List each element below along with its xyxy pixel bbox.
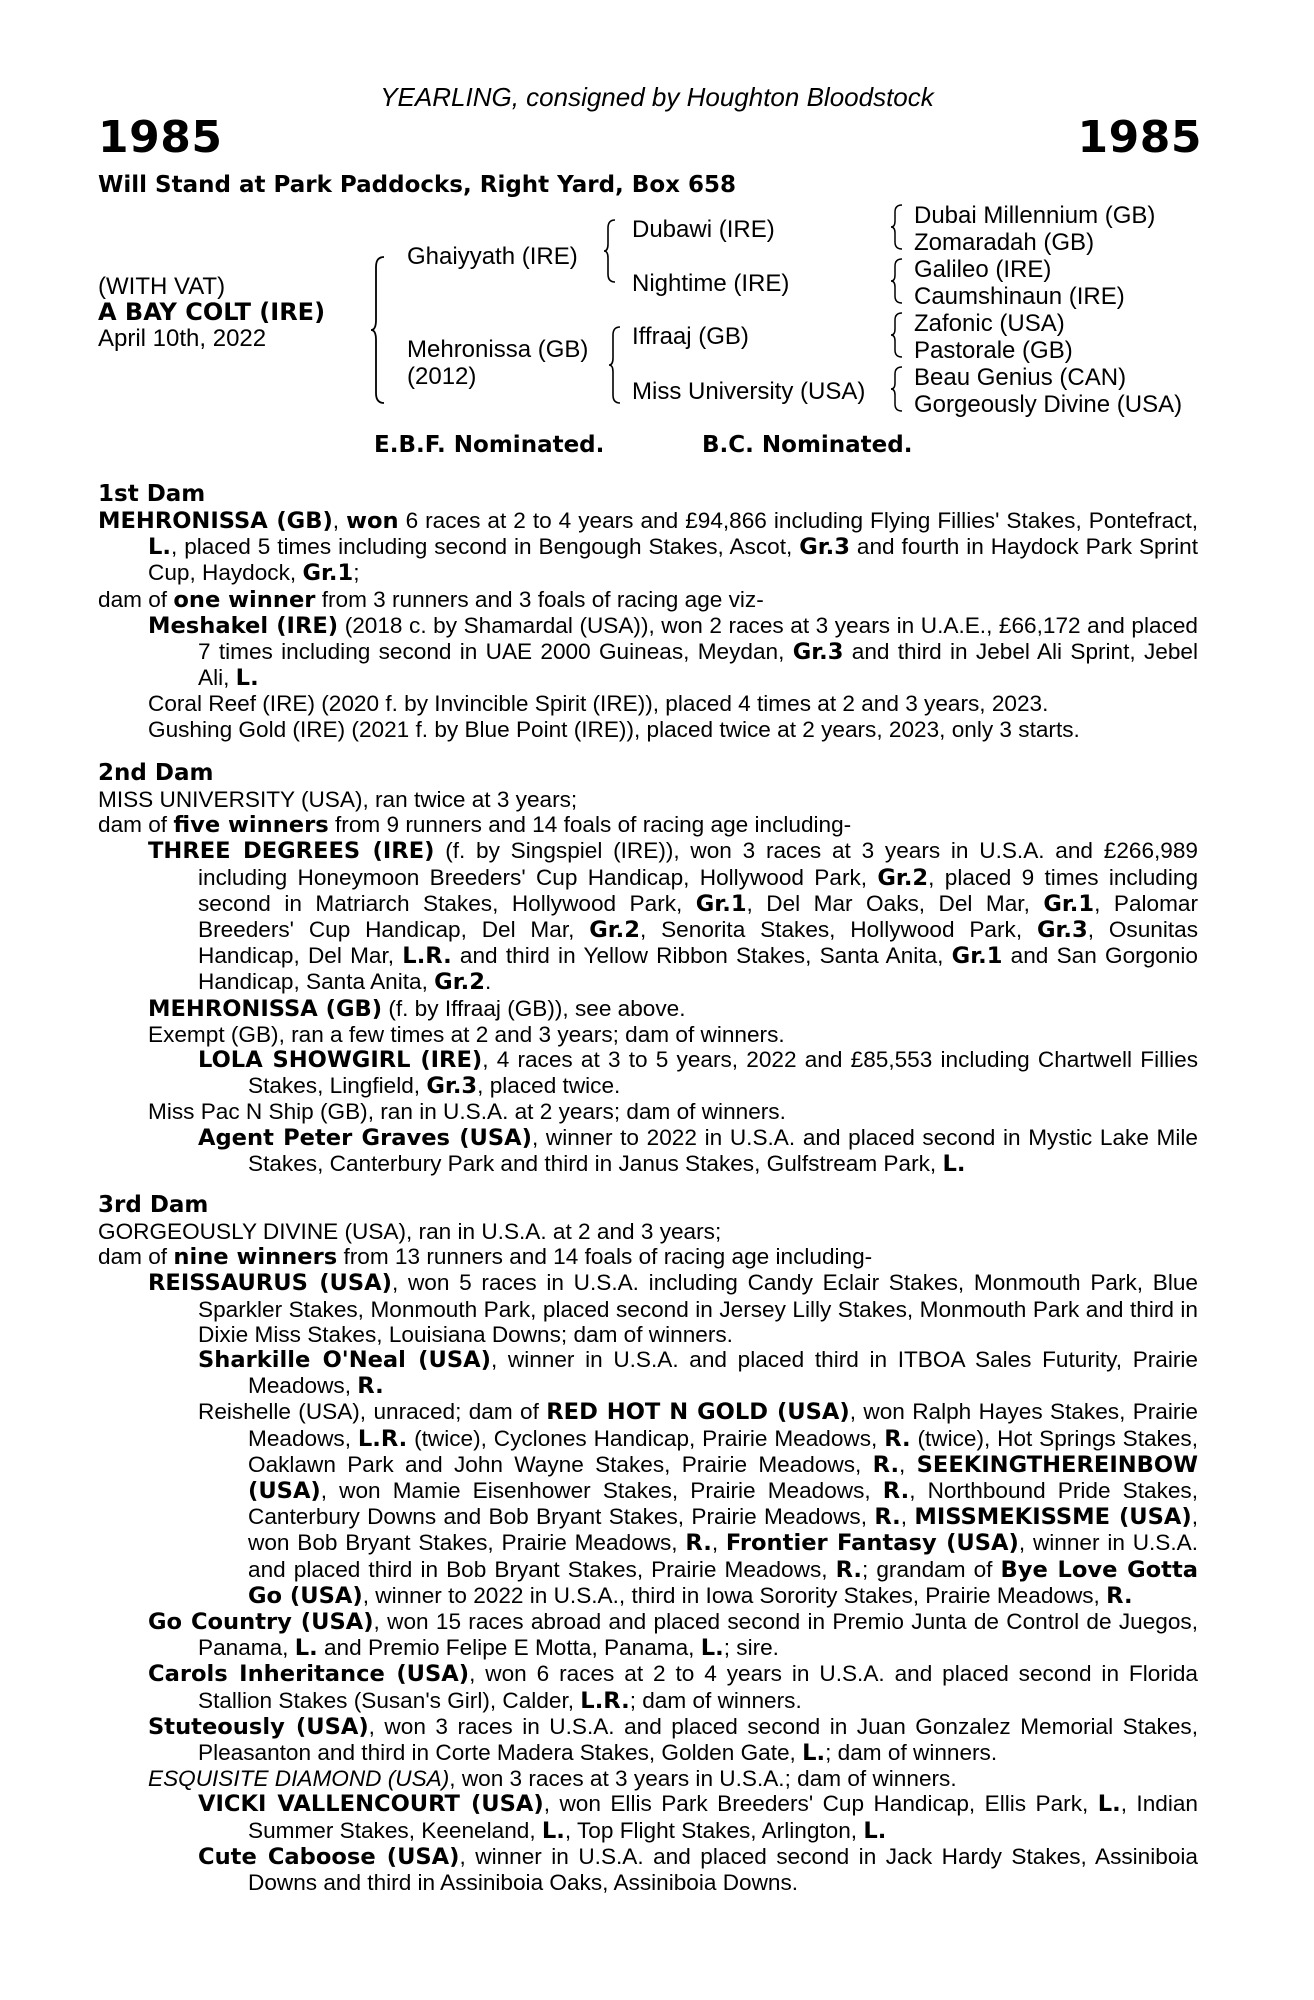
bold-run: Gr.1 <box>1043 890 1095 917</box>
pedigree-paragraph <box>98 613 1198 692</box>
bold-run: Gr.3 <box>799 534 850 561</box>
pedigree-paragraph <box>98 838 1198 995</box>
bold-run: R. <box>1106 1582 1133 1609</box>
dam-sire: Iffraaj (GB) <box>632 323 749 350</box>
ggp-2: Zomaradah (GB) <box>914 229 1095 256</box>
text-run: and fourth in Haydock Park Sprint Cup, Haydock, <box>148 534 1198 586</box>
bold-run: L. <box>541 1817 565 1844</box>
pedigree-paragraph <box>98 787 1198 812</box>
bold-run: L.R. <box>402 943 452 970</box>
bold-run: Stuteously (USA) <box>148 1713 369 1740</box>
text-run: from 3 runners and 3 foals of racing age viz- <box>315 586 764 612</box>
bold-run: SEEKINGTHEREINBOW (USA) <box>248 1451 1198 1505</box>
text-run: , won Bob Bryant Stakes, Prairie Meadows, <box>248 1504 1199 1556</box>
text-run: , won Ralph Hayes Stakes, Prairie Meadows, <box>248 1399 1198 1451</box>
dam-year: (2012) <box>407 363 477 390</box>
pedigree-bracket-sire <box>603 218 619 284</box>
pedigree-paragraph <box>98 1609 1198 1661</box>
pedigree-bracket-dam <box>608 325 624 405</box>
text-run: , <box>711 1530 726 1556</box>
stand-location: Will Stand at Park Paddocks, Right Yard, Box 658 <box>98 172 736 198</box>
text-run: , placed twice. <box>477 1073 621 1099</box>
text-run: ; <box>353 560 360 586</box>
text-run: , <box>332 508 347 533</box>
bold-run: nine winners <box>173 1244 338 1271</box>
text-run: , Palomar Breeders' Cup Handicap, Del Mar, <box>198 890 1199 943</box>
ebf-nomination: E.B.F. Nominated. <box>374 432 605 458</box>
pedigree-paragraph <box>98 691 1198 716</box>
bold-run: Gr.2 <box>877 864 929 891</box>
pedigree-paragraph <box>98 717 1198 742</box>
bold-run: Gr.1 <box>302 560 354 587</box>
text-run: , Osunitas Handicap, Del Mar, <box>198 917 1198 969</box>
pedigree-paragraph <box>98 996 1198 1022</box>
text-run: , Senorita Stakes, Hollywood Park, <box>640 917 1037 943</box>
text-run: ; dam of winners. <box>629 1687 802 1713</box>
bold-run: MEHRONISSA (GB) <box>98 508 333 534</box>
pedigree-paragraph <box>98 1219 1198 1244</box>
text-run: , won 3 races at 3 years in U.S.A.; dam of winners. <box>449 1766 957 1792</box>
pedigree-paragraph <box>98 1347 1198 1399</box>
text-run: Miss Pac N Ship (GB), ran in U.S.A. at 2 years; dam of winners. <box>148 1099 786 1125</box>
third-dam-section <box>98 1192 1198 1895</box>
first-dam-section <box>98 481 1198 742</box>
text-run: ; dam of winners. <box>825 1740 998 1766</box>
text-run: , <box>900 1504 915 1530</box>
sire-sire: Dubawi (IRE) <box>632 216 775 243</box>
bold-run: REISSAURUS (USA) <box>148 1270 392 1297</box>
text-run: , won 5 races in U.S.A. including Candy Eclair Stakes, Monmouth Park, Blue Sparkler Stakes, Monmouth Park, placed second in Jersey Lilly Stakes, Monmouth Park and third in Dixie Miss Stakes, Louisiana Downs; dam of winners. <box>198 1270 1198 1347</box>
bold-run: LOLA SHOWGIRL (IRE) <box>198 1047 483 1074</box>
bold-run: Gr.3 <box>1036 917 1088 944</box>
lot-name: A BAY COLT (IRE) <box>98 298 326 326</box>
pedigree-paragraph <box>98 1399 1198 1609</box>
bold-run: R. <box>872 1451 900 1478</box>
text-run: 6 races at 2 to 4 years and £94,866 including Flying Fillies' Stakes, Pontefract, <box>398 508 1199 533</box>
bold-run: RED HOT N GOLD (USA) <box>546 1399 850 1426</box>
consignment-line: YEARLING, consigned by Houghton Bloodstock <box>380 82 934 112</box>
pedigree-paragraph <box>98 1270 1198 1347</box>
bold-run: Gr.3 <box>792 639 844 666</box>
pedigree-paragraph <box>98 508 1198 587</box>
dam-name: Mehronissa (GB) <box>407 336 589 363</box>
first-dam-heading: 1st Dam <box>98 481 206 507</box>
text-run: , winner to 2022 in U.S.A., third in Iowa Sorority Stakes, Prairie Meadows, <box>362 1582 1107 1608</box>
third-dam-heading: 3rd Dam <box>98 1192 209 1218</box>
ggp-7: Beau Genius (CAN) <box>914 364 1127 391</box>
ggp-3: Galileo (IRE) <box>914 256 1052 283</box>
bold-run: Gr.1 <box>951 943 1003 970</box>
bold-run: Frontier Fantasy (USA) <box>725 1530 1019 1557</box>
bold-run: R. <box>874 1504 901 1531</box>
pedigree-paragraph <box>98 1791 1198 1843</box>
sire-dam: Nightime (IRE) <box>632 270 790 297</box>
pedigree-bracket-ggp-2 <box>890 257 906 305</box>
pedigree-bracket-ggp-4 <box>890 365 906 413</box>
text-run: , placed 9 times including second in Matriarch Stakes, Hollywood Park, <box>198 864 1199 916</box>
ggp-8: Gorgeously Divine (USA) <box>914 391 1183 418</box>
bold-run: L. <box>294 1635 318 1662</box>
text-run: and third in Jebel Ali Sprint, Jebel Ali, <box>198 639 1198 691</box>
text-run: from 13 runners and 14 foals of racing age including- <box>337 1244 873 1270</box>
bold-run: MEHRONISSA (GB) <box>148 995 383 1022</box>
text-run: , winner in U.S.A. and placed third in Bob Bryant Stakes, Prairie Meadows, <box>248 1530 1198 1582</box>
bold-run: Meshakel (IRE) <box>148 612 339 639</box>
pedigree-paragraph <box>98 587 1198 613</box>
text-run: , 4 races at 3 to 5 years, 2022 and £85,553 including Chartwell Fillies Stakes, Lingfield, <box>248 1047 1199 1099</box>
pedigree-paragraph <box>98 1766 1198 1791</box>
text-run: and Premio Felipe E Motta, Panama, <box>317 1635 701 1661</box>
bold-run: Carols Inheritance (USA) <box>148 1661 470 1688</box>
text-run: . <box>484 969 492 995</box>
bold-run: R. <box>685 1530 712 1557</box>
bold-run: R. <box>835 1556 862 1583</box>
bold-run: THREE DEGREES (IRE) <box>148 838 435 865</box>
text-run: ; grandam of <box>862 1556 1001 1582</box>
pedigree-paragraph <box>98 1125 1198 1177</box>
text-run: dam of <box>98 1244 174 1270</box>
text-run: dam of <box>98 812 174 838</box>
bold-run: MISSMEKISSME (USA) <box>914 1504 1192 1531</box>
pedigree-bracket-ggp-1 <box>890 203 906 251</box>
text-run: and San Gorgonio Handicap, Santa Anita, <box>198 943 1198 995</box>
bold-run: L. <box>148 534 171 561</box>
text-run: , winner in U.S.A. and placed second in Jack Hardy Stakes, Assiniboia Downs and third in Assiniboia Oaks, Assiniboia Downs. <box>248 1843 1198 1896</box>
text-run: , won Ellis Park Breeders' Cup Handicap, Ellis Park, <box>543 1791 1098 1817</box>
pedigree-bracket-1 <box>370 255 390 405</box>
third-dam-body <box>98 1219 1198 1895</box>
text-run: (twice), Hot Springs Stakes, Oaklawn Park and John Wayne Stakes, Prairie Meadows, <box>248 1425 1198 1477</box>
ggp-1: Dubai Millennium (GB) <box>914 202 1156 229</box>
text-run: GORGEOUSLY DIVINE (USA), ran in U.S.A. at 2 and 3 years; <box>98 1219 722 1244</box>
text-run: (f. by Singspiel (IRE)), won 3 races at 3 years in U.S.A. and £266,989 including Honeymoon Breeders' Cup Handicap, Hollywood Park, <box>198 838 1198 890</box>
second-dam-heading: 2nd Dam <box>98 760 214 786</box>
text-run: ; sire. <box>723 1635 779 1661</box>
text-run: Gushing Gold (IRE) (2021 f. by Blue Point (IRE)), placed twice at 2 years, 2023, only 3 starts. <box>148 716 1080 742</box>
pedigree-paragraph <box>98 1099 1198 1124</box>
text-run: MISS UNIVERSITY (USA), ran twice at 3 years; <box>98 787 578 812</box>
bold-run: R. <box>884 1425 911 1452</box>
bold-run: Go Country (USA) <box>148 1609 374 1636</box>
bold-run: L. <box>700 1635 724 1662</box>
first-dam-body <box>98 508 1198 742</box>
pedigree-paragraph <box>98 1661 1198 1713</box>
bold-run: L.R. <box>580 1687 630 1714</box>
text-run: , Indian Summer Stakes, Keeneland, <box>248 1791 1198 1843</box>
text-run: (f. by Iffraaj (GB)), see above. <box>382 995 686 1021</box>
text-run: from 9 runners and 14 foals of racing age including- <box>328 812 852 838</box>
bold-run: R. <box>357 1373 384 1400</box>
second-dam-section <box>98 760 1198 1177</box>
bold-run: VICKI VALLENCOURT (USA) <box>198 1791 544 1818</box>
text-run: , Del Mar Oaks, Del Mar, <box>746 890 1044 916</box>
ggp-4: Caumshinaun (IRE) <box>914 283 1125 310</box>
pedigree-bracket-ggp-3 <box>890 311 906 359</box>
text-run: , <box>899 1451 917 1477</box>
lot-number-right: 1985 <box>1077 112 1202 163</box>
bold-run: R. <box>882 1478 910 1505</box>
bold-run: Cute Caboose (USA) <box>198 1843 460 1870</box>
text-run: , won 3 races in U.S.A. and placed second in Juan Gonzalez Memorial Stakes, Pleasanton and third in Corte Madera Stakes, Golden Gate, <box>198 1713 1198 1766</box>
text-run: , winner in U.S.A. and placed third in ITBOA Sales Futurity, Prairie Meadows, <box>248 1347 1198 1399</box>
text-run: Coral Reef (IRE) (2020 f. by Invincible Spirit (IRE)), placed 4 times at 2 and 3 years, 2023. <box>148 691 1049 717</box>
bold-run: Gr.2 <box>434 969 485 996</box>
text-run: Reishelle (USA), unraced; dam of <box>198 1399 547 1425</box>
pedigree-paragraph <box>98 812 1198 838</box>
bold-run: one winner <box>173 586 316 613</box>
bold-run: Gr.2 <box>589 917 640 944</box>
italic-run: ESQUISITE DIAMOND (USA) <box>148 1766 450 1792</box>
pedigree-paragraph <box>98 1844 1198 1895</box>
text-run: , won 6 races at 2 to 4 years in U.S.A. and placed second in Florida Stallion Stakes (Susan's Girl), Calder, <box>198 1661 1198 1713</box>
dam-dam: Miss University (USA) <box>632 378 866 405</box>
text-run: , winner to 2022 in U.S.A. and placed second in Mystic Lake Mile Stakes, Canterbury Park and third in Janus Stakes, Gulfstream Park, <box>248 1124 1198 1176</box>
text-run: , Northbound Pride Stakes, Canterbury Downs and Bob Bryant Stakes, Prairie Meadows, <box>248 1478 1199 1530</box>
text-run: , placed 5 times including second in Bengough Stakes, Ascot, <box>170 534 800 560</box>
bold-run: Gr.1 <box>695 890 747 917</box>
text-run: , won Mamie Eisenhower Stakes, Prairie Meadows, <box>320 1478 883 1504</box>
text-run: , won 15 races abroad and placed second in Premio Junta de Control de Juegos, Panama, <box>198 1609 1198 1661</box>
bold-run: L. <box>235 665 259 692</box>
text-run: and third in Yellow Ribbon Stakes, Santa Anita, <box>451 943 952 969</box>
text-run: , Top Flight Stakes, Arlington, <box>564 1817 864 1843</box>
sire-name: Ghaiyyath (IRE) <box>407 243 578 270</box>
pedigree-paragraph <box>98 1244 1198 1270</box>
bold-run: Sharkille O'Neal (USA) <box>198 1347 491 1374</box>
second-dam-body <box>98 787 1198 1177</box>
text-run: (twice), Cyclones Handicap, Prairie Meadows, <box>407 1425 885 1451</box>
lot-number-left: 1985 <box>98 112 223 163</box>
bold-run: L. <box>942 1150 966 1177</box>
pedigree-paragraph <box>98 1714 1198 1766</box>
bold-run: Gr.3 <box>426 1073 478 1100</box>
foaling-date: April 10th, 2022 <box>98 325 267 352</box>
bold-run: L. <box>863 1817 887 1844</box>
bold-run: Agent Peter Graves (USA) <box>198 1124 532 1151</box>
bc-nomination: B.C. Nominated. <box>702 432 913 458</box>
ggp-5: Zafonic (USA) <box>914 310 1065 337</box>
bold-run: L. <box>1097 1791 1121 1818</box>
bold-run: Bye Love Gotta Go (USA) <box>248 1556 1198 1609</box>
bold-run: five winners <box>173 812 329 839</box>
pedigree-paragraph <box>98 1022 1198 1047</box>
text-run: Exempt (GB), ran a few times at 2 and 3 years; dam of winners. <box>148 1021 785 1047</box>
text-run: (2018 c. by Shamardal (USA)), won 2 races at 3 years in U.A.E., £66,172 and placed 7 times including second in UAE 2000 Guineas, Meydan, <box>198 612 1198 665</box>
ggp-6: Pastorale (GB) <box>914 337 1073 364</box>
pedigree-paragraph <box>98 1047 1198 1099</box>
text-run: dam of <box>98 586 174 612</box>
vat-note: (WITH VAT) <box>98 273 226 300</box>
bold-run: L. <box>802 1740 826 1767</box>
bold-run: L.R. <box>357 1425 408 1452</box>
bold-run: won <box>346 508 399 534</box>
